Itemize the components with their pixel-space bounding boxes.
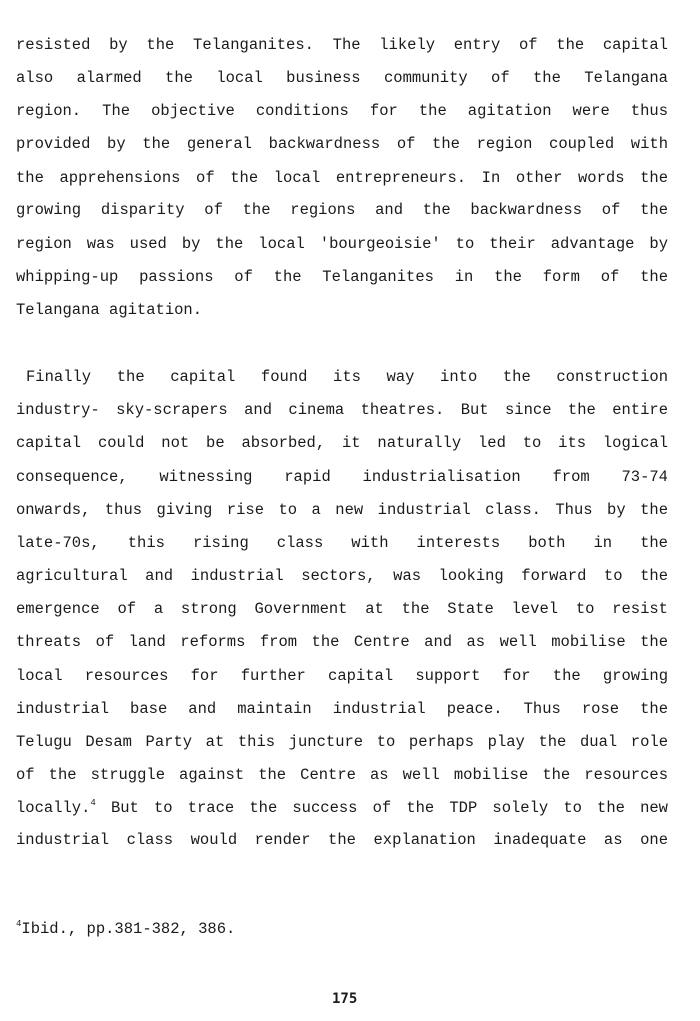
text-line: late-70s, this rising class with interests both in the	[16, 534, 668, 552]
text-line: local resources for further capital support for the growing	[16, 667, 668, 685]
footnote-marker: 4	[16, 919, 22, 929]
text-line-with-footnote-ref	[16, 797, 668, 819]
text-line: the apprehensions of the local entrepreneurs. In other words the	[16, 169, 668, 187]
footnote-reference[interactable]: 4	[90, 798, 96, 808]
text-line: emergence of a strong Government at the State level to resist	[16, 600, 668, 618]
text-line: agricultural and industrial sectors, was looking forward to the	[16, 567, 668, 585]
text-line: growing disparity of the regions and the backwardness of the	[16, 201, 668, 219]
text-line: also alarmed the local business community of the Telangana	[16, 69, 668, 87]
text-line: threats of land reforms from the Centre and as well mobilise the	[16, 633, 668, 651]
text-line: resisted by the Telanganites. The likely entry of the capital	[16, 36, 668, 54]
text-line: whipping-up passions of the Telanganites in the form of the	[16, 268, 668, 286]
text-line: industry- sky-scrapers and cinema theatres. But since the entire	[16, 401, 668, 419]
text-line: onwards, thus giving rise to a new industrial class. Thus by the	[16, 501, 668, 519]
footnote-text: Ibid., pp.381-382, 386.	[21, 920, 236, 938]
text-segment: locally.	[16, 799, 91, 817]
text-line: of the struggle against the Centre as well mobilise the resources	[16, 766, 668, 784]
text-line: region. The objective conditions for the agitation were thus	[16, 102, 668, 120]
text-segment: But to trace the success of the TDP solely to the new	[95, 799, 668, 817]
text-line: Telugu Desam Party at this juncture to perhaps play the dual role	[16, 733, 668, 751]
text-line: industrial class would render the explanation inadequate as one	[16, 831, 668, 849]
text-line: Telangana agitation.	[16, 301, 203, 319]
text-line: capital could not be absorbed, it naturally led to its logical	[16, 434, 668, 452]
page-number: 175	[332, 991, 358, 1007]
text-line: Finally the capital found its way into the construction	[26, 368, 668, 386]
text-line: consequence, witnessing rapid industrialisation from 73-74	[16, 468, 668, 486]
text-line: region was used by the local 'bourgeoisie' to their advantage by	[16, 235, 668, 253]
text-line: industrial base and maintain industrial peace. Thus rose the	[16, 700, 668, 718]
text-line: provided by the general backwardness of the region coupled with	[16, 135, 668, 153]
footnote	[16, 918, 235, 940]
